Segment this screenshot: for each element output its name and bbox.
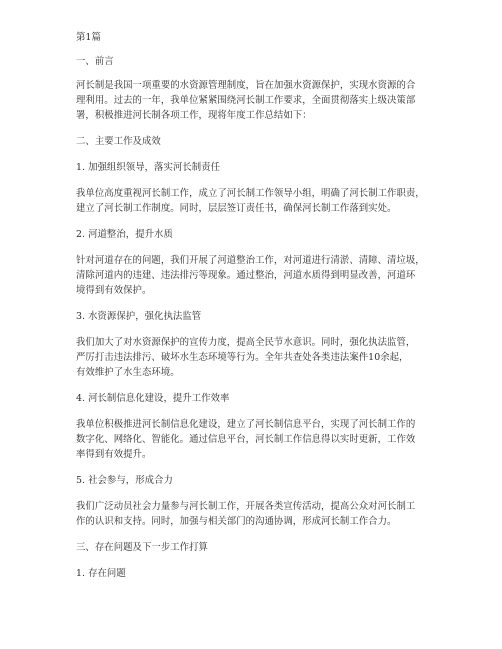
paragraph-line: 我单位积极推进河长制信息化建设，建立了河长制信息平台，实现了河长制工作的 — [76, 419, 416, 430]
paragraph-line: 理利用。过去的一年，我单位紧紧围绕河长制工作要求，全面贯彻落实上级决策部 — [76, 95, 416, 106]
item-title: 4. 河长制信息化建设，提升工作效率 — [76, 393, 230, 404]
paragraph-line: 针对河道存在的问题，我们开展了河道整治工作，对河道进行清淤、清障、清垃圾， — [76, 255, 425, 266]
part-label: 第1篇 — [76, 32, 101, 43]
subsection-heading-existing-problems: 1. 存在问题 — [76, 568, 126, 579]
section-heading-preface: 一、前言 — [76, 56, 114, 67]
paragraph-line: 数字化、网络化、智能化。通过信息平台，河长制工作信息得以实时更新，工作效 — [76, 434, 416, 445]
paragraph-line: 我们广泛动员社会力量参与河长制工作，开展各类宣传活动，提高公众对河长制工 — [76, 501, 416, 512]
paragraph-line: 率得到有效提升。 — [76, 449, 152, 460]
section-heading-main-work: 二、主要工作及成效 — [76, 136, 161, 147]
paragraph-line: 建立了河长制工作制度。同时，层层签订责任书，确保河长制工作落到实处。 — [76, 203, 397, 214]
item-paragraph — [76, 253, 428, 298]
item-title: 2. 河道整治，提升水质 — [76, 229, 173, 240]
paragraph-line: 我们加大了对水资源保护的宣传力度，提高全民节水意识。同时，强化执法监管， — [76, 337, 416, 348]
paragraph-line: 作的认识和支持。同时，加强与相关部门的沟通协调，形成河长制工作合力。 — [76, 516, 397, 527]
item-title: 1. 加强组织领导，落实河长制责任 — [76, 162, 221, 173]
item-paragraph — [76, 417, 428, 462]
section-heading-problems: 三、存在问题及下一步工作打算 — [76, 542, 208, 553]
item-paragraph — [76, 335, 428, 380]
item-title: 5. 社会参与，形成合力 — [76, 475, 173, 486]
item-title: 3. 水资源保护，强化执法监管 — [76, 311, 202, 322]
intro-paragraph — [76, 78, 428, 123]
item-paragraph — [76, 499, 428, 529]
document-page — [76, 30, 428, 581]
item-paragraph — [76, 186, 428, 216]
paragraph-line: 严厉打击违法排污、破坏水生态环境等行为。全年共查处各类违法案件10余起， — [76, 352, 409, 363]
paragraph-line: 清除河道内的违建、违法排污等现象。通过整治，河道水质得到明显改善，河道环 — [76, 270, 416, 281]
paragraph-line: 境得到有效保护。 — [76, 285, 152, 296]
paragraph-line: 署，积极推进河长制各项工作，现将年度工作总结如下： — [76, 110, 312, 121]
paragraph-line: 河长制是我国一项重要的水资源管理制度，旨在加强水资源保护，实现水资源的合 — [76, 80, 416, 91]
paragraph-line: 有效维护了水生态环境。 — [76, 367, 180, 378]
paragraph-line: 我单位高度重视河长制工作，成立了河长制工作领导小组，明确了河长制工作职责， — [76, 188, 425, 199]
